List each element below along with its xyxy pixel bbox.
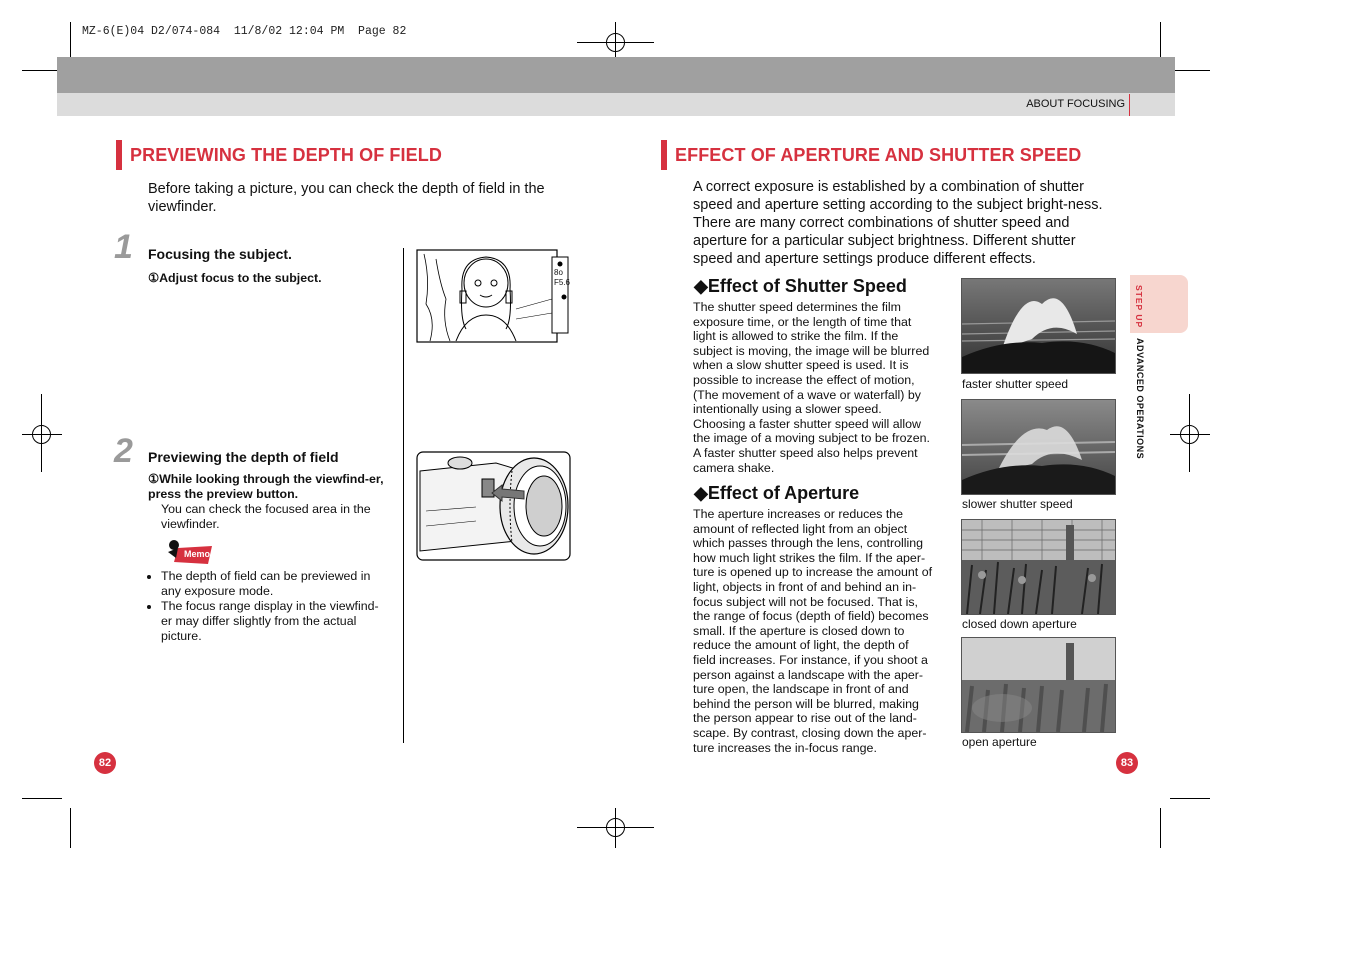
crop-mark (70, 808, 71, 848)
step2-note: You can check the focused area in the viewfinder. (161, 502, 371, 531)
crop-mark (1160, 22, 1161, 62)
print-header: MZ-6(E)04 D2/074-084 11/8/02 12:04 PM Page 82 (82, 25, 407, 38)
left-page-title: PREVIEWING THE DEPTH OF FIELD (130, 145, 442, 165)
left-title-bar (116, 140, 122, 170)
photo-closed-aperture (961, 519, 1116, 615)
crop-mark (70, 22, 71, 62)
step2-title: Previewing the depth of field (148, 449, 339, 465)
crop-mark (1160, 808, 1161, 848)
memo-icon (164, 538, 214, 566)
caption-closed-aperture: closed down aperture (962, 617, 1077, 631)
crop-mark (22, 70, 62, 71)
memo-label: Memo (184, 549, 211, 559)
shutter-text: The shutter speed determines the film exposure time, or the length of time that light is allowed to strike the film. If the subject is moving, the image will be blurred when a slow shutter speed is used. It is possible to increase the effect of motion, (The movement of a wave or waterfall) by intentionally using a slower speed. Choosing a faster shutter speed will allow the image of a moving subject to be frozen. A faster shutter speed also helps prevent camera shake. (693, 300, 930, 475)
aperture-text: The aperture increases or reduces the amount of reflected light from an object which passes through the lens, controlling how much light strikes the film. If the aper-ture is opened up to increase the amount of light, objects in front of and behind an in-focus subject will not be focused. That is, the range of focus (depth of field) becomes small. If the aperture is closed down to reduce the amount of light, the depth of field increases. For instance, if you shoot a person against a landscape with the aper-ture open, the landscape in front of and behind the person will be blurred, making the person appear to rise out of the land-scape. By contrast, closing down the aper-ture increases the in-focus range. (693, 507, 933, 755)
crop-mark (1170, 70, 1210, 71)
registration-circle (32, 425, 51, 444)
step1-instruction: ①Adjust focus to the subject. (148, 271, 322, 285)
viewfinder-readout: 8o (554, 268, 563, 277)
side-tab-label: STEP UP (1134, 285, 1144, 329)
crop-mark (1170, 798, 1210, 799)
photo-fast-shutter (961, 278, 1116, 374)
photo-slow-shutter (961, 399, 1116, 495)
caption-open-aperture: open aperture (962, 735, 1037, 749)
registration-circle (1180, 425, 1199, 444)
side-section-label: ADVANCED OPERATIONS (1135, 338, 1145, 460)
section-label-marker (1129, 94, 1130, 116)
section-label: ABOUT FOCUSING (1026, 98, 1125, 110)
caption-slow-shutter: slower shutter speed (962, 497, 1073, 511)
step2-instruction: ①While looking through the viewfind-er, press the preview button. (148, 472, 384, 501)
caption-fast-shutter: faster shutter speed (962, 377, 1069, 391)
page-number-right: 83 (1116, 752, 1138, 774)
viewfinder-readout: F5.6 (554, 278, 571, 287)
left-intro: Before taking a picture, you can check the depth of field in the viewfinder. (148, 181, 545, 215)
right-title-bar (661, 140, 667, 170)
viewfinder-illustration (416, 249, 570, 344)
column-divider (403, 248, 404, 743)
registration-circle (606, 33, 625, 52)
step-number-1: 1 (114, 228, 133, 266)
step-number-2: 2 (114, 432, 133, 470)
shutter-heading: ◆Effect of Shutter Speed (694, 276, 907, 296)
camera-illustration (416, 451, 571, 561)
memo-bullet: • The focus range display in the viewfind-er may differ slightly from the actual picture. (161, 599, 389, 644)
photo-open-aperture (961, 637, 1116, 733)
crop-mark (22, 798, 62, 799)
page-number-left: 82 (94, 752, 116, 774)
header-band-dark (57, 57, 1175, 93)
memo-bullets (147, 569, 389, 644)
registration-circle (606, 818, 625, 837)
aperture-heading: ◆Effect of Aperture (694, 483, 860, 503)
right-page-title: EFFECT OF APERTURE AND SHUTTER SPEED (675, 145, 1082, 165)
step1-title: Focusing the subject. (148, 246, 292, 262)
memo-bullet: • The depth of field can be previewed in any exposure mode. (161, 569, 389, 599)
right-intro: A correct exposure is established by a combination of shutter speed and aperture setting according to the subject bright-ness. There are many correct combinations of shutter speed and aperture for a particular subject brightness. Different shutter speed and aperture settings produce different effects. (693, 179, 1103, 267)
